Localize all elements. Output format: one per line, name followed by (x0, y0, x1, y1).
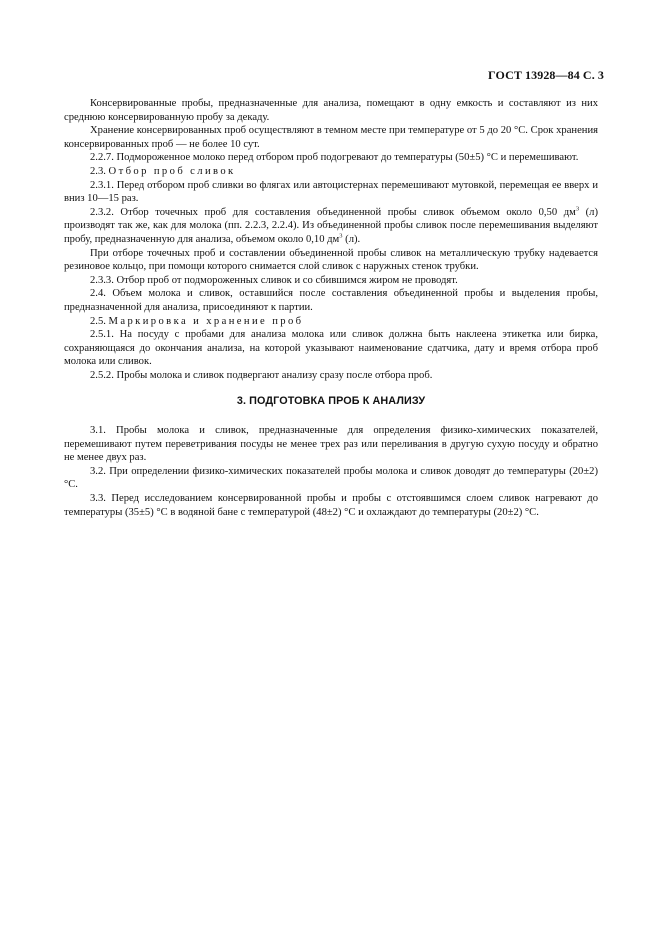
paragraph: 2.2.7. Подмороженное молоко перед отбором проб подогревают до температуры (50±5) °С и перемешивают. (90, 152, 579, 164)
paragraph (64, 206, 598, 247)
paragraph-part: 2.3.2. Отбор точечных проб для составления объединенной пробы сливок объемом около 0,50 дм (90, 206, 576, 218)
paragraph: 2.3.1. Перед отбором проб сливки во флягах или автоцистернах перемешивают мутовкой, перемещая ее вверх и вниз 10—15 раз. (64, 179, 598, 205)
document-body (64, 97, 598, 519)
paragraph: Консервированные пробы, предназначенные для анализа, помещают в одну емкость и составляют из них среднюю консервированную пробу за декаду. (64, 98, 598, 123)
paragraph: 3.2. При определении физико-химических показателей пробы молока и сливок доводят до температуры (20±2) °С. (64, 465, 598, 491)
superscript: 3 (575, 205, 580, 213)
paragraph: 2.5.2. Пробы молока и сливок подвергают анализу сразу после отбора проб. (90, 369, 433, 381)
subsection-heading (64, 315, 598, 329)
paragraph: 2.3.3. Отбор проб от подмороженных сливок и со сбившимся жиром не проводят. (90, 274, 458, 286)
paragraph: Хранение консервированных проб осуществляют в темном месте при температуре от 5 до 20 °С. Срок хранения консервированных проб — не более 10 сут. (64, 125, 598, 150)
paragraph: 3.1. Пробы молока и сливок, предназначенные для определения физико-химических показателей, перемешивают путем переветривания посуды не менее трех раз или переливания в другую сухую посуду и обратно не менее двух раз. (64, 425, 598, 464)
subsection-title: Маркировка и хранение проб (108, 315, 304, 327)
subsection-number: 2.5. (90, 315, 106, 327)
page-header: ГОСТ 13928—84 С. 3 (488, 68, 604, 82)
subsection-number: 2.3. (90, 165, 106, 177)
subsection-heading (64, 165, 598, 179)
paragraph: При отборе точечных проб и составлении объединенной пробы сливок на металлическую трубку надевается резиновое кольцо, при помощи которого снимается слой сливок с наружных стенок трубки. (64, 247, 598, 273)
paragraph-part: (л) производят так же, как для молока (пп. 2.2.3, 2.2.4). Из объединенной пробы сливок после перемешивания выделяют пробу, предназначенную для анализа, объемом около 0,10 дм (64, 206, 598, 245)
paragraph: 3.3. Перед исследованием консервированной пробы и пробы с отстоявшимся слоем сливок нагревают до температуры (35±5) °С в водяной бане с температурой (48±2) °С и охлаждают до температуры (20±2) °С. (64, 493, 598, 518)
superscript: 3 (339, 232, 343, 240)
paragraph-part: (л). (345, 233, 361, 245)
subsection-title: Отбор проб сливок (108, 165, 236, 177)
section-title: 3. ПОДГОТОВКА ПРОБ К АНАЛИЗУ (236, 395, 426, 408)
paragraph: 2.4. Объем молока и сливок, оставшийся после составления объединенной пробы и выделения пробы, предназначенной для анализа, присоединяют к партии. (64, 288, 598, 313)
paragraph: 2.5.1. На посуду с пробами для анализа молока или сливок должна быть наклеена этикетка или бирка, сохраняющаяся до окончания анализа, на которой указывают наименование сдатчика, дату и время отбора проб молока или сливок. (64, 329, 598, 368)
